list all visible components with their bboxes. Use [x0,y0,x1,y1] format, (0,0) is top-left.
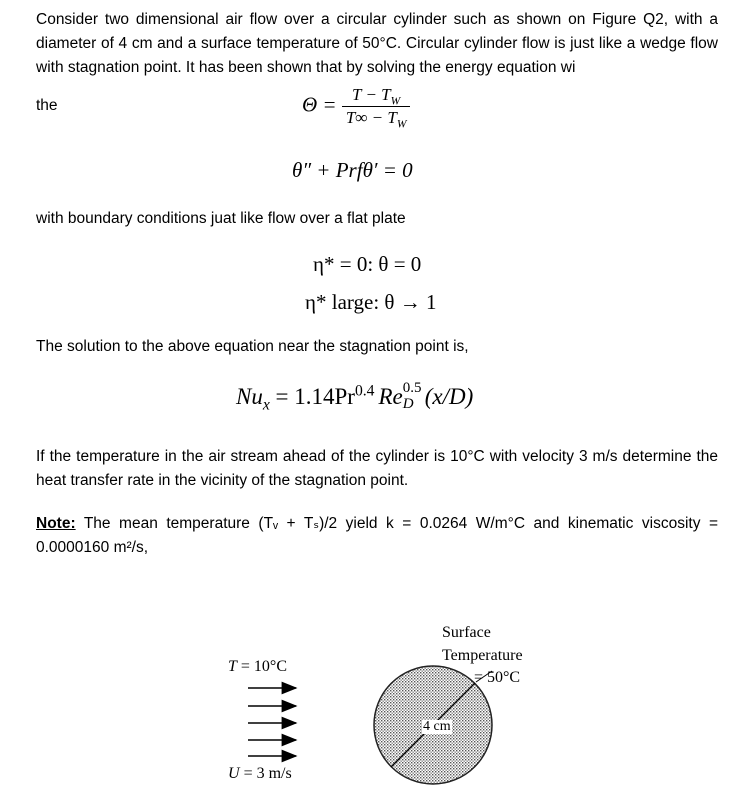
note-label: Note: [36,515,76,532]
note-text: The mean temperature (Tᵥ + Tₛ)/2 yield k = 0.0264 W/m°C and kinematic viscosity = 0.0000160 m²/s, [36,515,718,556]
diameter-label: 4 cm [423,719,451,734]
nusselt-equation [236,380,474,414]
solution-intro: The solution to the above equation near the stagnation point is, [36,338,469,355]
flow-arrows [248,688,296,756]
surface-label-line1: Surface [442,624,491,641]
energy-ode: θ″ + Prfθ′ = 0 [292,158,413,182]
stream-temp-value: = 10°C [236,658,287,675]
theta-lhs: Θ = [302,92,337,117]
theta-numerator: T − T [352,85,391,104]
note-paragraph [36,512,718,560]
stream-velocity-text: U = 3 m/s [228,765,292,782]
nu-sub: x [262,396,270,414]
re-symbol: Re [378,384,403,409]
question-paragraph: If the temperature in the air stream ahead of the cylinder is 10°C with velocity 3 m/s determine the heat transfer rate in the vicinity of the stagnation point. [36,448,718,489]
bc-intro: with boundary conditions juat like flow over a flat plate [36,210,406,227]
surface-label-line2: Temperature [442,647,523,664]
x-over-d: (x/D) [424,384,474,409]
boundary-condition-1: η* = 0: θ = 0 [313,252,422,276]
theta-num-sub: W [390,94,401,108]
theta-definition [302,84,410,129]
nu-coefficient: = 1.14Pr [275,384,355,409]
theta-fraction [342,84,411,129]
stream-temperature-label: T = 10°C [228,658,287,675]
figure-drawing [0,600,745,800]
re-sub: D [402,396,414,412]
boundary-condition-2: η* large: θ → 1 [305,290,437,314]
re-exponent: 0.5 [402,380,422,396]
stream-velocity-label [228,765,292,783]
theta-denominator: T∞ − T [345,108,397,127]
the-word: the [36,97,58,114]
pr-exponent: 0.4 [354,382,375,400]
surface-label-line3: = 50°C [474,669,521,686]
figure-q2 [0,600,745,800]
intro-paragraph: Consider two dimensional air flow over a circular cylinder such as shown on Figure Q2, with a diameter of 4 cm and a surface temperature of 50°C. Circular cylinder flow is just like a wedge flow with stagnation point. It has been shown that by solving the energy equation wi [36,11,718,76]
theta-den-sub: W [396,117,407,131]
nu-symbol: Nu [236,384,263,409]
